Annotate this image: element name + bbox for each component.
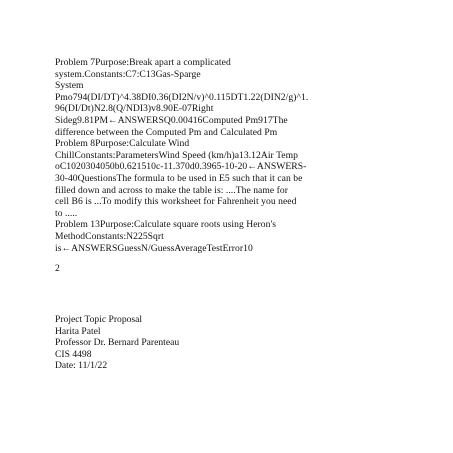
text-line: is←ANSWERSGuessN/GuessAverageTestError10 bbox=[55, 242, 253, 254]
text-line: Problem 7Purpose:Break apart a complicated bbox=[55, 57, 231, 68]
text-line: Sideg9.81PM←ANSWERSQ0.00416Computed Pm917The bbox=[55, 114, 288, 126]
text-line: cell B6 is ...To modify this worksheet for Fahrenheit you need bbox=[55, 196, 297, 208]
course-code: CIS 4498 bbox=[55, 348, 92, 360]
author-name: Harita Patel bbox=[55, 325, 101, 337]
text-line: 30-40QuestionsThe formula to be used in E5 such that it can be bbox=[55, 172, 303, 184]
page-number: 2 bbox=[55, 263, 60, 274]
text-line: Problem 8Purpose:Calculate Wind bbox=[55, 138, 190, 150]
text-line: oC1020304050b0.621510c-11.370d0.3965-10-20←ANSWERS- bbox=[55, 161, 307, 173]
text-line: ChillConstants:ParametersWind Speed (km/h)a13.12Air Temp bbox=[55, 149, 298, 161]
problem-text-block bbox=[55, 57, 415, 254]
text-line: Problem 13Purpose:Calculate square roots using Heron's bbox=[55, 219, 277, 231]
document-date: Date: 11/1/22 bbox=[55, 360, 108, 372]
text-line: Pmo794(DI/DT)^4.38DI0.36(DI2N/v)^0.115DT1.22(DIN2/g)^1. bbox=[55, 91, 309, 103]
professor-name: Professor Dr. Bernard Parenteau bbox=[55, 337, 180, 349]
proposal-title: Project Topic Proposal bbox=[55, 314, 143, 325]
text-line: 96(DI/Dt)N2.8(Q/NDI3)v8.90E-07Right bbox=[55, 103, 214, 115]
text-line: filled down and across to make the table is: ....The name for bbox=[55, 184, 288, 196]
text-line: difference between the Computed Pm and Calculated Pm bbox=[55, 126, 278, 138]
text-line: system.Constants:C7:C13Gas-Sparge bbox=[55, 68, 201, 80]
text-line: System bbox=[55, 80, 84, 92]
text-line: MethodConstants:N225Sqrt bbox=[55, 230, 164, 242]
text-line: to ..... bbox=[55, 207, 78, 219]
proposal-header-block bbox=[55, 314, 415, 372]
